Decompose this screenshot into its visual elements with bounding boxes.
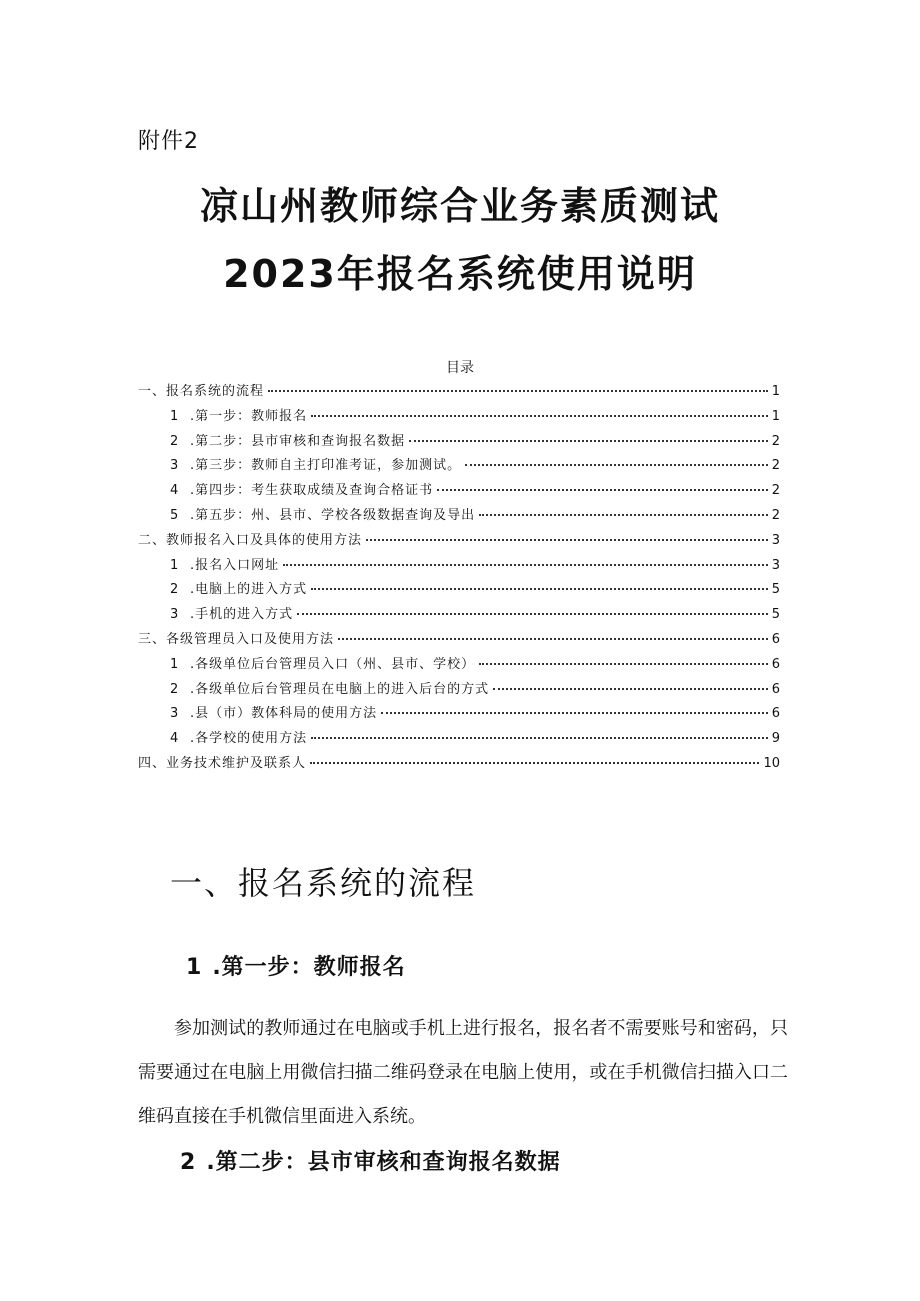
toc-entry-text: 四、业务技术维护及联系人 bbox=[138, 755, 307, 771]
toc-entry[interactable] bbox=[138, 603, 780, 628]
toc-leader-dots bbox=[310, 762, 759, 764]
toc-entry[interactable] bbox=[138, 380, 780, 405]
toc-entry-page: 2 bbox=[771, 507, 780, 523]
toc-entry-text: .手机的进入方式 bbox=[190, 607, 294, 623]
toc-entry[interactable] bbox=[138, 479, 780, 504]
toc-entry-page: 5 bbox=[771, 607, 780, 623]
toc-entry-number: 2 bbox=[170, 681, 179, 697]
toc-leader-dots bbox=[465, 464, 768, 466]
toc-leader-dots bbox=[268, 390, 768, 392]
attachment-label: 附件2 bbox=[138, 129, 199, 154]
toc-entry-text: .各级单位后台管理员入口（州、县市、学校） bbox=[190, 656, 476, 672]
toc-heading: 目录 bbox=[446, 360, 474, 376]
toc-leader-dots bbox=[283, 564, 768, 566]
document-title-line2: 2023年报名系统使用说明 bbox=[223, 252, 697, 296]
toc-leader-dots bbox=[297, 613, 768, 615]
toc-entry-number: 5 bbox=[170, 507, 179, 523]
toc-entry-page: 2 bbox=[771, 483, 780, 499]
toc-entry-page: 9 bbox=[771, 731, 780, 747]
toc-entry[interactable] bbox=[138, 504, 780, 529]
toc-leader-dots bbox=[437, 489, 768, 491]
toc-entry-text: .县（市）教体科局的使用方法 bbox=[190, 706, 378, 722]
toc-entry-text: .第五步：州、县市、学校各级数据查询及导出 bbox=[190, 507, 476, 523]
step1-paragraph: 参加测试的教师通过在电脑或手机上进行报名，报名者不需要账号和密码，只需要通过在电脑上用微信扫描二维码登录在电脑上使用，或在手机微信扫描入口二维码直接在手机微信里面进入系统。 bbox=[138, 1018, 788, 1127]
step2-heading bbox=[180, 1145, 561, 1176]
toc-entry-text: .各学校的使用方法 bbox=[190, 731, 308, 747]
toc-entry-text: 一、报名系统的流程 bbox=[138, 384, 265, 399]
toc-leader-dots bbox=[311, 415, 768, 417]
toc-entry-number: 1 bbox=[170, 656, 179, 672]
toc-entry-text: .电脑上的进入方式 bbox=[190, 582, 308, 598]
toc-leader-dots bbox=[409, 440, 768, 442]
toc-entry[interactable] bbox=[138, 727, 780, 752]
section-heading: 一、报名系统的流程 bbox=[170, 864, 477, 902]
toc-leader-dots bbox=[338, 638, 768, 640]
toc-entry[interactable] bbox=[138, 430, 780, 455]
toc-entry-page: 10 bbox=[763, 755, 780, 771]
toc-entry-text: .第三步：教师自主打印准考证，参加测试。 bbox=[190, 458, 462, 474]
toc-entry-number: 3 bbox=[170, 706, 179, 722]
toc-entry-number: 1 bbox=[170, 557, 179, 573]
toc-entry-number: 3 bbox=[170, 458, 179, 474]
step1-number: 1 bbox=[186, 955, 203, 980]
table-of-contents bbox=[138, 380, 780, 777]
toc-entry-text: .第一步：教师报名 bbox=[190, 408, 308, 424]
toc-entry[interactable] bbox=[138, 454, 780, 479]
toc-entry[interactable] bbox=[138, 702, 780, 727]
toc-entry-text: 二、教师报名入口及具体的使用方法 bbox=[138, 532, 363, 548]
toc-entry-number: 2 bbox=[170, 582, 179, 598]
toc-leader-dots bbox=[366, 539, 768, 541]
toc-entry-page: 2 bbox=[771, 458, 780, 474]
toc-leader-dots bbox=[479, 663, 768, 665]
toc-entry-page: 3 bbox=[771, 557, 780, 573]
toc-leader-dots bbox=[381, 712, 768, 714]
toc-entry[interactable] bbox=[138, 752, 780, 777]
toc-entry-page: 6 bbox=[771, 681, 780, 697]
toc-entry-number: 4 bbox=[170, 731, 179, 747]
document-title-line1: 凉山州教师综合业务素质测试 bbox=[199, 184, 720, 228]
toc-entry-text: .第二步：县市审核和查询报名数据 bbox=[190, 433, 406, 449]
toc-entry[interactable] bbox=[138, 554, 780, 579]
step2-title: .第二步：县市审核和查询报名数据 bbox=[206, 1150, 561, 1175]
toc-entry-page: 1 bbox=[771, 408, 780, 424]
toc-entry-page: 6 bbox=[771, 706, 780, 722]
toc-leader-dots bbox=[311, 588, 768, 590]
step2-number: 2 bbox=[180, 1150, 197, 1175]
toc-entry-number: 3 bbox=[170, 607, 179, 623]
step1-heading bbox=[186, 950, 406, 981]
toc-leader-dots bbox=[479, 514, 768, 516]
toc-entry-page: 3 bbox=[771, 532, 780, 548]
toc-entry[interactable] bbox=[138, 628, 780, 653]
toc-entry[interactable] bbox=[138, 653, 780, 678]
toc-entry-text: .各级单位后台管理员在电脑上的进入后台的方式 bbox=[190, 681, 490, 697]
toc-entry-page: 6 bbox=[771, 656, 780, 672]
toc-entry[interactable] bbox=[138, 529, 780, 554]
toc-entry-text: 三、各级管理员入口及使用方法 bbox=[138, 631, 335, 647]
toc-entry-text: .报名入口网址 bbox=[190, 557, 280, 573]
toc-entry-page: 6 bbox=[771, 631, 780, 647]
toc-entry-text: .第四步：考生获取成绩及查询合格证书 bbox=[190, 483, 434, 499]
toc-entry-number: 2 bbox=[170, 433, 179, 449]
step1-title: .第一步：教师报名 bbox=[212, 955, 406, 980]
toc-entry[interactable] bbox=[138, 678, 780, 703]
toc-entry-page: 5 bbox=[771, 582, 780, 598]
toc-entry[interactable] bbox=[138, 405, 780, 430]
toc-entry-page: 1 bbox=[771, 384, 780, 399]
toc-entry-number: 4 bbox=[170, 483, 179, 499]
toc-entry-page: 2 bbox=[771, 433, 780, 449]
toc-entry-number: 1 bbox=[170, 408, 179, 424]
toc-leader-dots bbox=[311, 737, 768, 739]
toc-leader-dots bbox=[493, 688, 768, 690]
toc-entry[interactable] bbox=[138, 578, 780, 603]
